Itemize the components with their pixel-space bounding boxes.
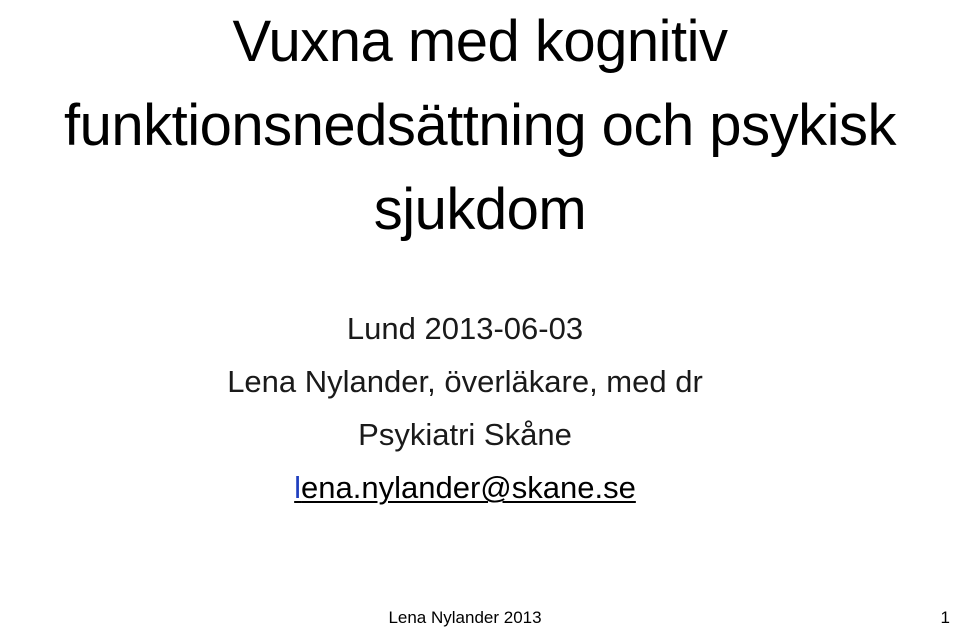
title-line-3: sjukdom bbox=[373, 177, 587, 242]
title-line-2: funktionsnedsättning och psykisk bbox=[64, 93, 896, 158]
email-first-letter: l bbox=[294, 470, 302, 505]
title-line-1: Vuxna med kognitiv bbox=[232, 9, 728, 74]
page-number: 1 bbox=[940, 608, 950, 627]
email-rest: ena.nylander@skane.se bbox=[301, 470, 636, 505]
slide-title bbox=[0, 0, 960, 252]
footer-text: Lena Nylander 2013 bbox=[388, 608, 542, 627]
slide-subtitle bbox=[0, 302, 930, 514]
email-link[interactable] bbox=[294, 470, 636, 505]
email-line bbox=[0, 461, 930, 514]
place-date-text: Lund 2013-06-03 bbox=[346, 311, 584, 346]
author-text: Lena Nylander, överläkare, med dr bbox=[227, 364, 703, 399]
organization-text: Psykiatri Skåne bbox=[358, 417, 572, 452]
